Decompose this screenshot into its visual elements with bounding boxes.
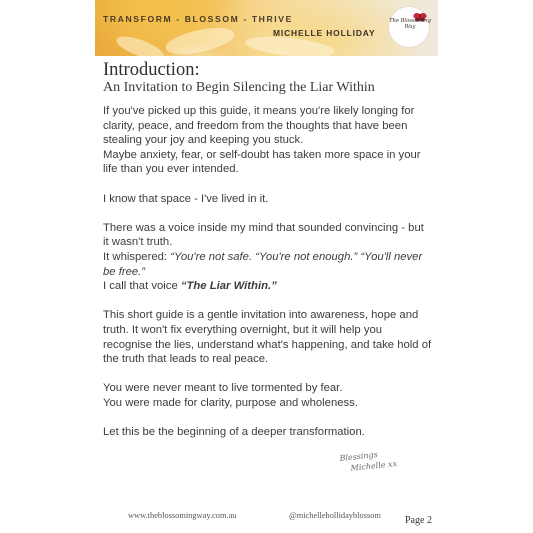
footer-social-handle: @michellehollidayblossom xyxy=(289,511,381,520)
banner-tagline: TRANSFORM - BLOSSOM - THRIVE xyxy=(103,14,293,24)
body-line xyxy=(103,250,433,265)
page-subtitle: An Invitation to Begin Silencing the Liar Within xyxy=(103,80,375,95)
banner-author: MICHELLE HOLLIDAY xyxy=(273,28,376,38)
whisper-quote: “You're not safe. “You're not enough.” “You'll never xyxy=(170,250,423,263)
body-line: stealing your joy and keeping you stuck. xyxy=(103,134,304,147)
body-line: You were never meant to live tormented by fear. xyxy=(103,382,343,395)
liar-prefix: I call that voice xyxy=(103,280,181,293)
body-line: This short guide is a gentle invitation into awareness, hope and xyxy=(103,309,419,322)
page-title: Introduction: xyxy=(103,60,200,80)
body-line: Let this be the beginning of a deeper transformation. xyxy=(103,426,365,439)
liar-within-emphasis: “The Liar Within.” xyxy=(180,280,277,293)
handwritten-signature xyxy=(339,447,398,475)
footer-website: www.theblossomingway.com.au xyxy=(128,511,237,520)
body-line: truth. It won't fix everything overnight, but it will help you xyxy=(103,323,383,336)
signature-line: Blessings xyxy=(339,450,379,463)
body-line: You were made for clarity, purpose and wholeness. xyxy=(103,396,358,409)
body-line: the truth that leads to real peace. xyxy=(103,353,269,366)
signature-line: Michelle xx xyxy=(350,459,398,473)
logo-text: The Blossoming Way xyxy=(389,18,431,30)
body-line: I know that space - I've lived in it. xyxy=(103,192,269,205)
brand-logo xyxy=(388,6,430,48)
body-line: recognise the lies, understand what's happening, and take hold of xyxy=(103,338,432,351)
body-line: clarity, peace, and freedom from the thoughts that have been xyxy=(103,119,408,132)
body-line: Maybe anxiety, fear, or self-doubt has taken more space in your xyxy=(103,148,421,161)
whisper-prefix: It whispered: xyxy=(103,250,171,263)
body-line: There was a voice inside my mind that sounded convincing - but xyxy=(103,221,424,234)
body-line: If you've picked up this guide, it means you're likely longing for xyxy=(103,105,415,117)
header-banner xyxy=(95,0,438,56)
body-text xyxy=(103,104,433,440)
whisper-quote-end: be free.” xyxy=(103,265,146,278)
body-line: life than you ever intended. xyxy=(103,163,239,176)
body-line xyxy=(103,279,433,294)
page-number: Page 2 xyxy=(405,515,432,526)
body-line: it wasn't truth. xyxy=(103,236,173,249)
